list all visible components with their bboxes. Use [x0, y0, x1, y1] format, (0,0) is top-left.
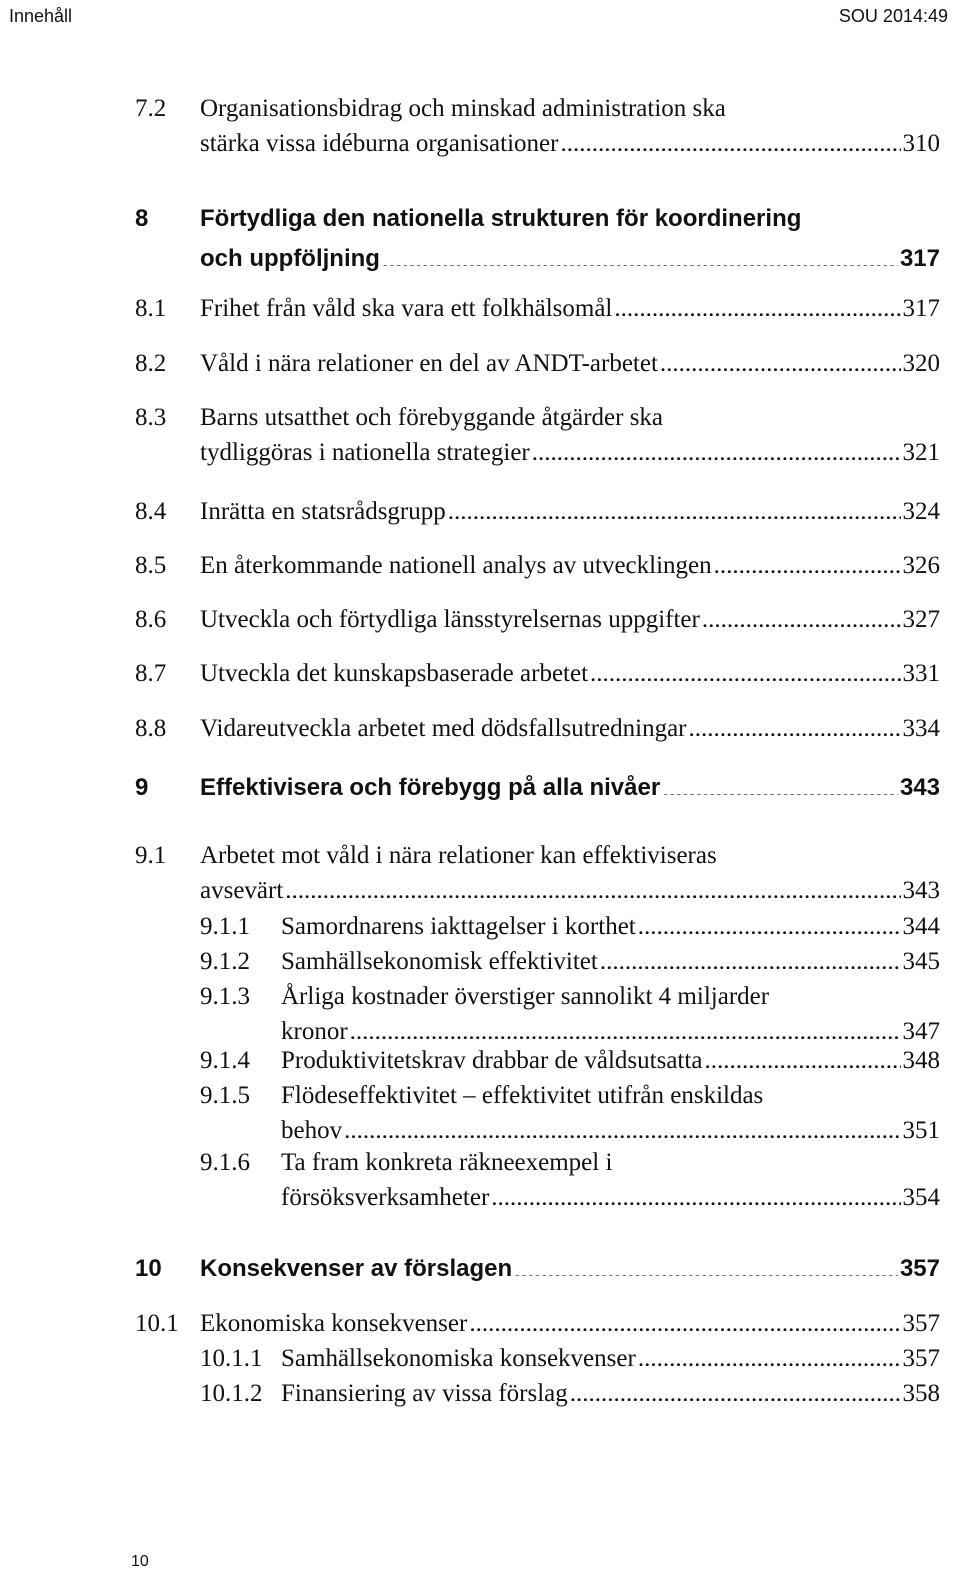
section-label: Innehåll — [9, 6, 73, 26]
chapter-title: Effektivisera och förebygg på alla nivåer — [200, 774, 661, 801]
toc-chapter[interactable] — [135, 199, 940, 279]
dot-leader — [660, 346, 901, 371]
toc-entry[interactable] — [135, 1043, 940, 1078]
page-number: 317 — [899, 245, 940, 272]
entry-number: 7.2 — [135, 95, 167, 122]
entry-number: 10.1 — [135, 1310, 179, 1337]
page-number: 357 — [902, 1345, 940, 1372]
entry-title: avsevärt — [200, 877, 284, 904]
toc-entry[interactable] — [135, 656, 940, 691]
entry-title: Arbetet mot våld i nära relationer kan effektiviseras — [200, 842, 717, 869]
entry-title: Organisationsbidrag och minskad administration ska — [200, 95, 726, 122]
toc-entry[interactable] — [135, 400, 940, 470]
toc-chapter[interactable] — [135, 768, 940, 808]
dot-leader — [689, 711, 901, 736]
toc-entry[interactable] — [135, 291, 940, 326]
entry-number: 8.1 — [135, 295, 167, 322]
dot-leader — [514, 1252, 898, 1276]
dot-leader — [469, 1306, 900, 1331]
dot-leader — [350, 1014, 901, 1039]
entry-number: 9.1.6 — [200, 1149, 250, 1176]
toc-entry[interactable] — [135, 1145, 940, 1215]
entry-title: Finansiering av vissa förslag — [281, 1380, 568, 1407]
toc-entry[interactable] — [135, 711, 940, 746]
entry-number: 8.2 — [135, 350, 167, 377]
entry-title: kronor — [281, 1018, 348, 1045]
chapter-number: 8 — [135, 205, 149, 232]
dot-leader — [662, 771, 898, 795]
dot-leader — [491, 1180, 900, 1205]
dot-leader — [638, 909, 901, 934]
entry-number: 8.5 — [135, 552, 167, 579]
page-number: 327 — [902, 606, 940, 633]
page-number: 334 — [902, 715, 940, 742]
page-number: 343 — [899, 774, 940, 801]
page-number: 343 — [902, 877, 940, 904]
entry-number: 9.1 — [135, 842, 167, 869]
page-number: 358 — [902, 1380, 940, 1407]
chapter-number: 9 — [135, 774, 149, 801]
page-number: 351 — [902, 1117, 940, 1144]
entry-title: Produktivitetskrav drabbar de våldsutsatta — [281, 1047, 703, 1074]
dot-leader — [570, 1376, 901, 1401]
entry-number: 8.6 — [135, 606, 167, 633]
entry-number: 8.4 — [135, 498, 167, 525]
entry-number: 8.8 — [135, 715, 167, 742]
entry-title: Frihet från våld ska vara ett folkhälsomål — [200, 295, 613, 322]
toc-entry[interactable] — [135, 1341, 940, 1376]
entry-title: Våld i nära relationer en del av ANDT-arbetet — [200, 350, 658, 377]
page-number: 345 — [902, 948, 940, 975]
page-number: 354 — [902, 1184, 940, 1211]
toc-entry[interactable] — [135, 494, 940, 529]
page-number: 357 — [902, 1310, 940, 1337]
page-number: 321 — [902, 439, 940, 466]
entry-number: 9.1.4 — [200, 1047, 250, 1074]
page-number: 357 — [899, 1255, 940, 1282]
toc-entry[interactable] — [135, 1306, 940, 1341]
dot-leader — [714, 548, 901, 573]
toc-entry[interactable] — [135, 838, 940, 908]
entry-title: Samhällsekonomiska konsekvenser — [281, 1345, 636, 1372]
entry-title: Samordnarens iakttagelser i korthet — [281, 913, 636, 940]
entry-number: 9.1.5 — [200, 1082, 250, 1109]
dot-leader — [590, 656, 900, 681]
dot-leader — [344, 1113, 900, 1138]
entry-title: Flödeseffektivitet – effektivitet utifrån enskildas — [281, 1082, 764, 1109]
entry-number: 10.1.2 — [200, 1380, 263, 1407]
entry-title: Vidareutveckla arbetet med dödsfallsutredningar — [200, 715, 687, 742]
toc-entry[interactable] — [135, 346, 940, 381]
dot-leader — [614, 291, 900, 316]
entry-title: försöksverksamheter — [281, 1184, 490, 1211]
chapter-title: och uppföljning — [200, 245, 380, 272]
dot-leader — [600, 944, 901, 969]
chapter-number: 10 — [135, 1255, 162, 1282]
report-number: SOU 2014:49 — [838, 6, 948, 26]
dot-leader — [285, 873, 900, 898]
dot-leader — [702, 602, 901, 627]
chapter-title: Konsekvenser av förslagen — [200, 1255, 513, 1282]
dot-leader — [532, 435, 901, 460]
dot-leader — [560, 126, 900, 151]
toc-entry[interactable] — [135, 548, 940, 583]
chapter-title: Förtydliga den nationella strukturen för koordinering — [200, 205, 802, 232]
entry-title: Barns utsatthet och förebyggande åtgärder ska — [200, 404, 664, 431]
entry-title: Ekonomiska konsekvenser — [200, 1310, 468, 1337]
page-number: 326 — [902, 552, 940, 579]
entry-title: Ta fram konkreta räkneexempel i — [281, 1149, 613, 1176]
page-number: 310 — [902, 130, 940, 157]
toc-entry[interactable] — [135, 909, 940, 944]
entry-number: 9.1.2 — [200, 948, 250, 975]
entry-number: 10.1.1 — [200, 1345, 263, 1372]
entry-title: stärka vissa idéburna organisationer — [200, 130, 559, 157]
page-number: 317 — [902, 295, 940, 322]
entry-title: En återkommande nationell analys av utvecklingen — [200, 552, 712, 579]
entry-number: 9.1.3 — [200, 983, 250, 1010]
entry-title: behov — [281, 1117, 343, 1144]
page-number: 324 — [902, 498, 940, 525]
entry-title: Utveckla och förtydliga länsstyrelsernas uppgifter — [200, 606, 700, 633]
toc-entry[interactable] — [135, 944, 940, 979]
entry-title: Årliga kostnader överstiger sannolikt 4 miljarder — [281, 983, 770, 1010]
dot-leader — [638, 1341, 901, 1366]
entry-title: Utveckla det kunskapsbaserade arbetet — [200, 660, 589, 687]
toc-entry[interactable] — [135, 1078, 940, 1148]
toc-chapter[interactable] — [135, 1249, 940, 1289]
entry-number: 8.7 — [135, 660, 167, 687]
page-number: 347 — [902, 1018, 940, 1045]
dot-leader — [448, 494, 901, 519]
entry-title: tydliggöras i nationella strategier — [200, 439, 530, 466]
entry-number: 9.1.1 — [200, 913, 250, 940]
toc-entry[interactable] — [135, 602, 940, 637]
page-number: 331 — [902, 660, 940, 687]
toc-entry[interactable] — [135, 979, 940, 1049]
dot-leader — [382, 242, 898, 266]
page-footer-number: 10 — [131, 1553, 149, 1570]
page-number: 320 — [902, 350, 940, 377]
entry-title: Samhällsekonomisk effektivitet — [281, 948, 598, 975]
entry-number: 8.3 — [135, 404, 167, 431]
toc-entry[interactable] — [135, 91, 940, 161]
toc-entry[interactable] — [135, 1376, 940, 1411]
page-number: 348 — [902, 1047, 940, 1074]
entry-title: Inrätta en statsrådsgrupp — [200, 498, 446, 525]
dot-leader — [704, 1043, 900, 1068]
page-number: 344 — [902, 913, 940, 940]
